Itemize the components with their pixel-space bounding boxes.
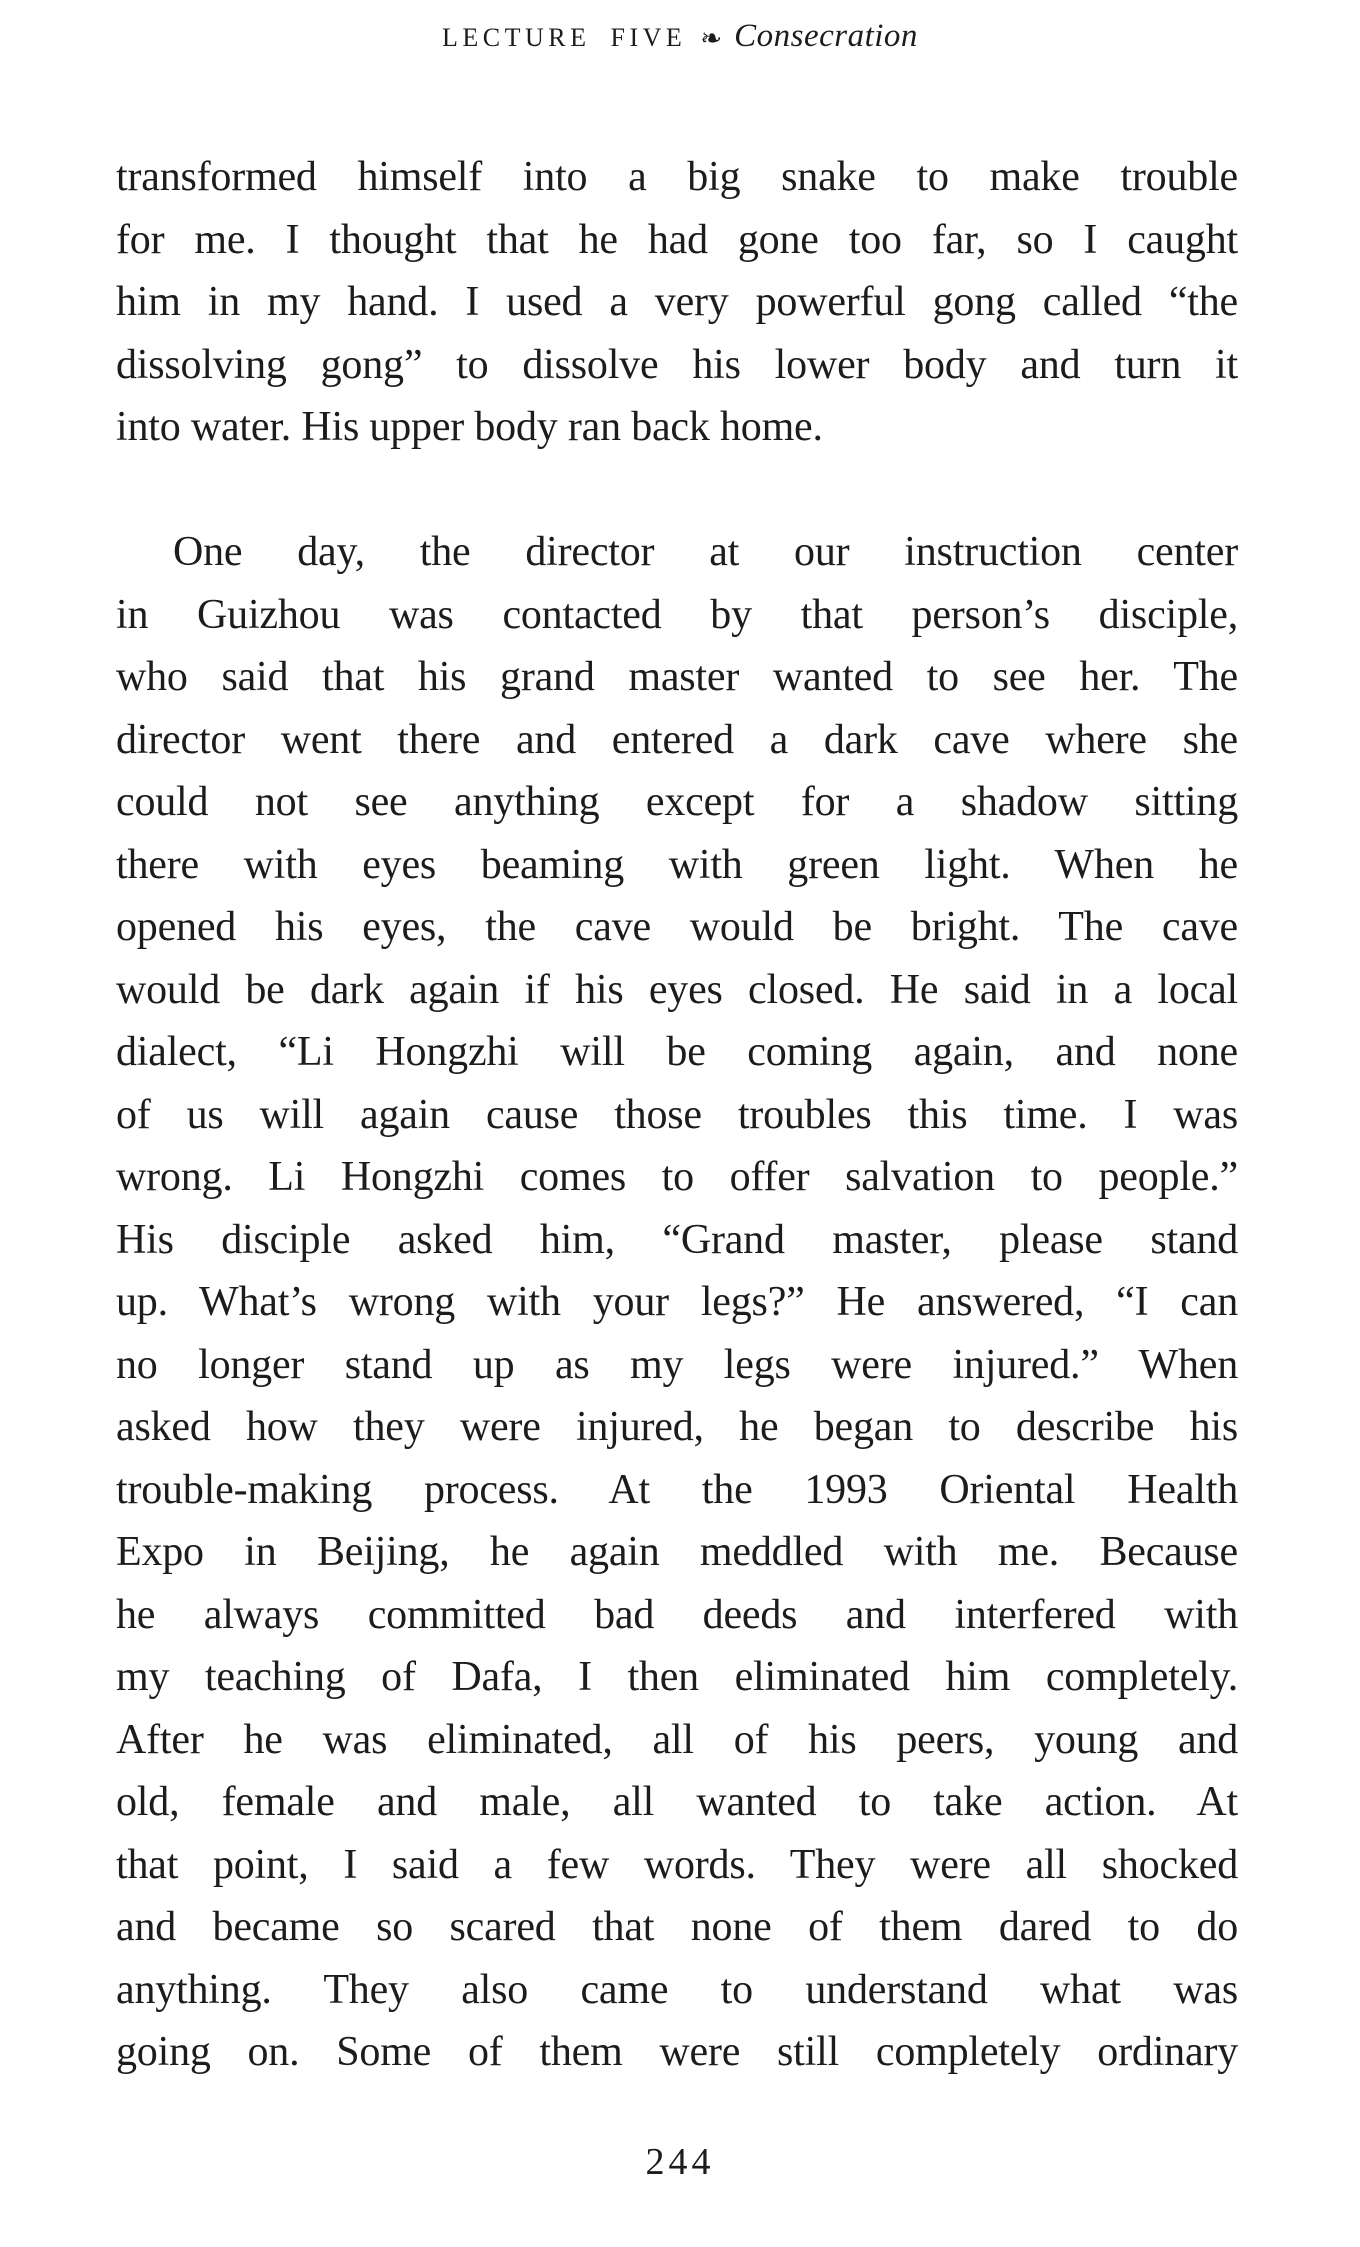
text-line: that point, I said a few words. They were all shocked [116,1841,1238,1888]
lecture-title: LECTURE FIVE [442,23,687,52]
text-line: him in my hand. I used a very powerful gong called “the [116,279,1238,325]
text-line: asked how they were injured, he began to describe his [116,1404,1238,1450]
text-line: anything. They also came to understand what was [116,1966,1238,2013]
text-line: dialect, “Li Hongzhi will be coming again, and none [116,1029,1238,1075]
text-line: would be dark again if his eyes closed. He said in a local [116,966,1238,1013]
text-line: opened his eyes, the cave would be bright. The cave [116,904,1238,950]
text-line: no longer stand up as my legs were injured.” When [116,1341,1238,1388]
text-line: my teaching of Dafa, I then eliminated him completely. [116,1654,1238,1700]
text-line: director went there and entered a dark cave where she [116,716,1238,763]
text-line: could not see anything except for a shadow sitting [116,779,1238,825]
paragraph [116,146,1238,459]
text-line: dissolving gong” to dissolve his lower body and turn it [116,341,1238,388]
text-line: wrong. Li Hongzhi comes to offer salvation to people.” [116,1154,1238,1200]
chapter-title: Consecration [734,18,918,54]
text-line: old, female and male, all wanted to take action. At [116,1779,1238,1825]
page-number: 244 [645,2141,715,2183]
hedera-leaf-ornament-icon: ❧ [700,24,723,54]
text-line: After he was eliminated, all of his peers, young and [116,1716,1238,1763]
text-line: His disciple asked him, “Grand master, please stand [116,1216,1238,1263]
text-line: into water. His upper body ran back home. [116,404,823,450]
text-line: in Guizhou was contacted by that person’s disciple, [116,591,1238,638]
text-line: Expo in Beijing, he again meddled with me. Because [116,1529,1238,1575]
text-line: and became so scared that none of them dared to do [116,1904,1238,1950]
text-line: he always committed bad deeds and interfered with [116,1591,1238,1638]
text-line: who said that his grand master wanted to see her. The [116,654,1238,700]
text-line: One day, the director at our instruction center [173,529,1238,575]
text-line: going on. Some of them were still completely ordinary [116,2029,1238,2075]
text-line: there with eyes beaming with green light. When he [116,841,1238,888]
text-line: transformed himself into a big snake to make trouble [116,154,1238,200]
text-line: for me. I thought that he had gone too far, so I caught [116,216,1238,263]
running-head [0,18,1360,55]
body-text [116,146,1238,2084]
paragraph [116,521,1238,2084]
text-line: up. What’s wrong with your legs?” He answered, “I can [116,1279,1238,1325]
text-line: of us will again cause those troubles this time. I was [116,1091,1238,1138]
text-line: trouble-making process. At the 1993 Oriental Health [116,1466,1238,1513]
